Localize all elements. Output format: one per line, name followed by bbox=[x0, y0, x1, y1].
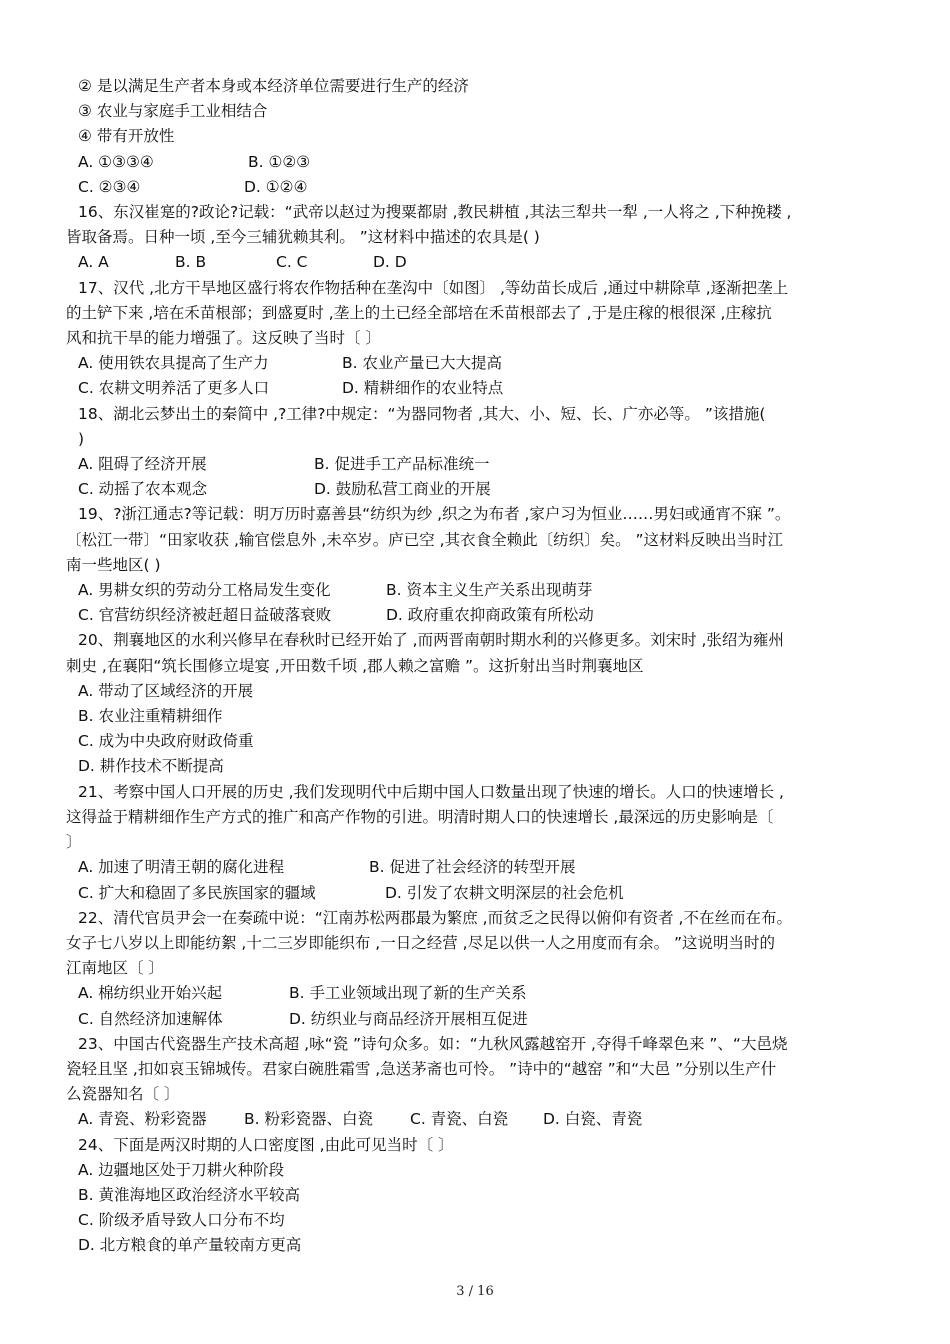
option-a: A. ①③③④ bbox=[78, 152, 154, 171]
option-d: D. 鼓励私营工商业的开展 bbox=[314, 480, 491, 499]
option-a: A. 边疆地区处于刀耕火种阶段 bbox=[78, 1160, 285, 1179]
question-18-options-row-1 bbox=[66, 452, 890, 477]
option-a: A. 加速了明清王朝的腐化进程 bbox=[78, 858, 285, 877]
question-20-stem: 20、荆襄地区的水利兴修早在春秋时已经开始了 ,而两晋南朝时期水利的兴修更多。刘宋时 ,张绍为雍州 bbox=[78, 631, 784, 650]
option-c: C. 扩大和稳固了多民族国家的疆域 bbox=[78, 883, 316, 902]
option-b: B. 农业注重精耕细作 bbox=[78, 707, 223, 726]
option-b: B. 手工业领域出现了新的生产关系 bbox=[289, 984, 527, 1003]
option-d: D. 引发了农耕文明深层的社会危机 bbox=[385, 883, 624, 902]
question-16-options bbox=[66, 250, 890, 275]
text-line: ④ 带有开放性 bbox=[78, 127, 175, 146]
page-number: 3 / 16 bbox=[456, 1284, 494, 1299]
option-b: B. 农业产量已大大提高 bbox=[342, 354, 502, 373]
option-a: A. 带动了区域经济的开展 bbox=[78, 681, 254, 700]
option-b: B. 粉彩瓷器、白瓷 bbox=[244, 1110, 373, 1129]
question-23-stem: 么瓷器知名〔 〕 bbox=[66, 1085, 180, 1104]
option-b: B. B bbox=[175, 253, 207, 272]
question-17-options-row-1 bbox=[66, 351, 890, 376]
question-23-options bbox=[66, 1107, 890, 1132]
question-22-options-row-2 bbox=[66, 1007, 890, 1032]
question-18-options-row-2 bbox=[66, 477, 890, 502]
text-line: ③ 农业与家庭手工业相结合 bbox=[78, 102, 268, 121]
option-d: D. 精耕细作的农业特点 bbox=[342, 379, 504, 398]
question-21-stem: 这得益于精耕细作生产方式的推广和高产作物的引进。明清时期人口的快速增长 ,最深远的历史影响是〔 bbox=[66, 807, 774, 826]
option-a: A. 阻碍了经济开展 bbox=[78, 455, 207, 474]
document-page bbox=[66, 74, 890, 1259]
question-19-stem: 〔松江一带〕“田家收获 ,输官偿息外 ,未卒岁。庐已空 ,其衣食全赖此〔纺织〕矣。 ”这材料反映出当时江 bbox=[66, 530, 784, 549]
q15-options-row-2 bbox=[66, 175, 890, 200]
question-19-options-row-1 bbox=[66, 578, 890, 603]
option-c: C. 青瓷、白瓷 bbox=[410, 1110, 509, 1129]
option-b: B. 黄淮海地区政治经济水平较高 bbox=[78, 1185, 300, 1204]
question-23-stem: 23、中国古代瓷器生产技术高超 ,咏“瓷 ”诗句众多。如：“九秋风露越窑开 ,夺得千峰翠色来 ”、“大邑烧 bbox=[78, 1034, 788, 1053]
option-a: A. 青瓷、粉彩瓷器 bbox=[78, 1110, 207, 1129]
option-c: C. 农耕文明养活了更多人口 bbox=[78, 379, 270, 398]
question-17-stem: 风和抗干旱的能力增强了。这反映了当时〔 〕 bbox=[66, 329, 381, 348]
question-22-stem: 女子七八岁以上即能纺絮 ,十二三岁即能织布 ,一日之经营 ,尽足以供一人之用度而有余。 ”这说明当时的 bbox=[66, 933, 776, 952]
text-line: ② 是以满足生产者本身或本经济单位需要进行生产的经济 bbox=[78, 77, 469, 95]
question-21-stem: 21、考察中国人口开展的历史 ,我们发现明代中后期中国人口数量出现了快速的增长。人口的快速增长 , bbox=[78, 782, 784, 801]
option-d: D. 政府重农抑商政策有所松动 bbox=[386, 606, 594, 625]
option-a: A. 棉纺织业开始兴起 bbox=[78, 984, 223, 1003]
option-c: C. 自然经济加速解体 bbox=[78, 1009, 223, 1028]
option-a: A. 使用铁农具提高了生产力 bbox=[78, 354, 269, 373]
question-21-stem: 〕 bbox=[66, 833, 82, 852]
question-22-stem: 22、清代官员尹会一在奏疏中说：“江南苏松两郡最为繁庶 ,而贫乏之民得以俯仰有资者 ,不在丝而在布。 bbox=[78, 908, 792, 927]
question-21-options-row-2 bbox=[66, 881, 890, 906]
question-19-stem: 19、?浙江通志?等记载：明万历时嘉善县“纺织为纱 ,织之为布者 ,家户习为恒业……男妇或通宵不寐 ”。 bbox=[78, 505, 791, 524]
question-17-stem: 的土铲下来 ,培在禾苗根部；到盛夏时 ,垄上的土已经全部培在禾苗根部去了 ,于是庄稼的根很深 ,庄稼抗 bbox=[66, 303, 772, 322]
option-c: C. ②③④ bbox=[78, 177, 141, 196]
option-b: B. 促进手工产品标准统一 bbox=[314, 455, 490, 474]
question-23-stem: 瓷轻且坚 ,扣如哀玉锦城传。君家白碗胜霜雪 ,急送茅斋也可怜。 ”诗中的“越窑 ”和“大邑 ”分别以生产什 bbox=[66, 1059, 777, 1078]
option-c: C. 动摇了农本观念 bbox=[78, 480, 208, 499]
question-17-options-row-2 bbox=[66, 376, 890, 401]
option-c: C. 阶级矛盾导致人口分布不均 bbox=[78, 1211, 285, 1230]
question-16-stem: 16、东汉崔寔的?政论?记载：“武帝以赵过为搜粟都尉 ,教民耕植 ,其法三犁共一犁 ,一人将之 ,下种挽耧 , bbox=[78, 203, 792, 222]
option-c: C. 成为中央政府财政倚重 bbox=[78, 732, 254, 751]
question-17-stem: 17、汉代 ,北方干旱地区盛行将农作物括种在垄沟中〔如图〕 ,等幼苗长成后 ,通过中耕除草 ,逐渐把垄上 bbox=[78, 278, 789, 297]
question-22-stem: 江南地区〔 〕 bbox=[66, 959, 164, 978]
option-d: D. 白瓷、青瓷 bbox=[543, 1110, 643, 1129]
option-b: B. 促进了社会经济的转型开展 bbox=[369, 858, 576, 877]
option-d: D. 耕作技术不断提高 bbox=[78, 757, 224, 776]
question-18-stem: ) bbox=[78, 429, 85, 448]
option-d: D. ①②④ bbox=[244, 177, 308, 196]
question-24-stem: 24、下面是两汉时期的人口密度图 ,由此可见当时〔 〕 bbox=[78, 1135, 454, 1154]
question-21-options-row-1 bbox=[66, 855, 890, 880]
option-b: B. 资本主义生产关系出现萌芽 bbox=[386, 581, 593, 600]
q15-options-row-1 bbox=[66, 150, 890, 175]
option-a: A. 男耕女织的劳动分工格局发生变化 bbox=[78, 581, 331, 600]
question-16-stem: 皆取备焉。日种一顷 ,至今三辅犹赖其利。 ”这材料中描述的农具是( ) bbox=[66, 228, 540, 247]
question-19-stem: 南一些地区( ) bbox=[66, 555, 161, 574]
option-b: B. ①②③ bbox=[248, 152, 311, 171]
option-d: D. 纺织业与商品经济开展相互促进 bbox=[289, 1009, 528, 1028]
question-20-stem: 刺史 ,在襄阳“筑长围修立堤宴 ,开田数千顷 ,郡人赖之富赡 ”。这折射出当时荆襄地区 bbox=[66, 656, 644, 675]
question-18-stem: 18、湖北云梦出土的秦简中 ,?工律?中规定：“为器同物者 ,其大、小、短、长、广亦必等。 ”该措施( bbox=[78, 404, 766, 423]
option-c: C. 官营纺织经济被赶超日益破落衰败 bbox=[78, 606, 332, 625]
question-19-options-row-2 bbox=[66, 603, 890, 628]
option-d: D. D bbox=[373, 253, 407, 272]
option-a: A. A bbox=[78, 253, 109, 272]
question-22-options-row-1 bbox=[66, 981, 890, 1006]
option-d: D. 北方粮食的单产量较南方更高 bbox=[78, 1236, 302, 1255]
option-c: C. C bbox=[276, 253, 308, 272]
